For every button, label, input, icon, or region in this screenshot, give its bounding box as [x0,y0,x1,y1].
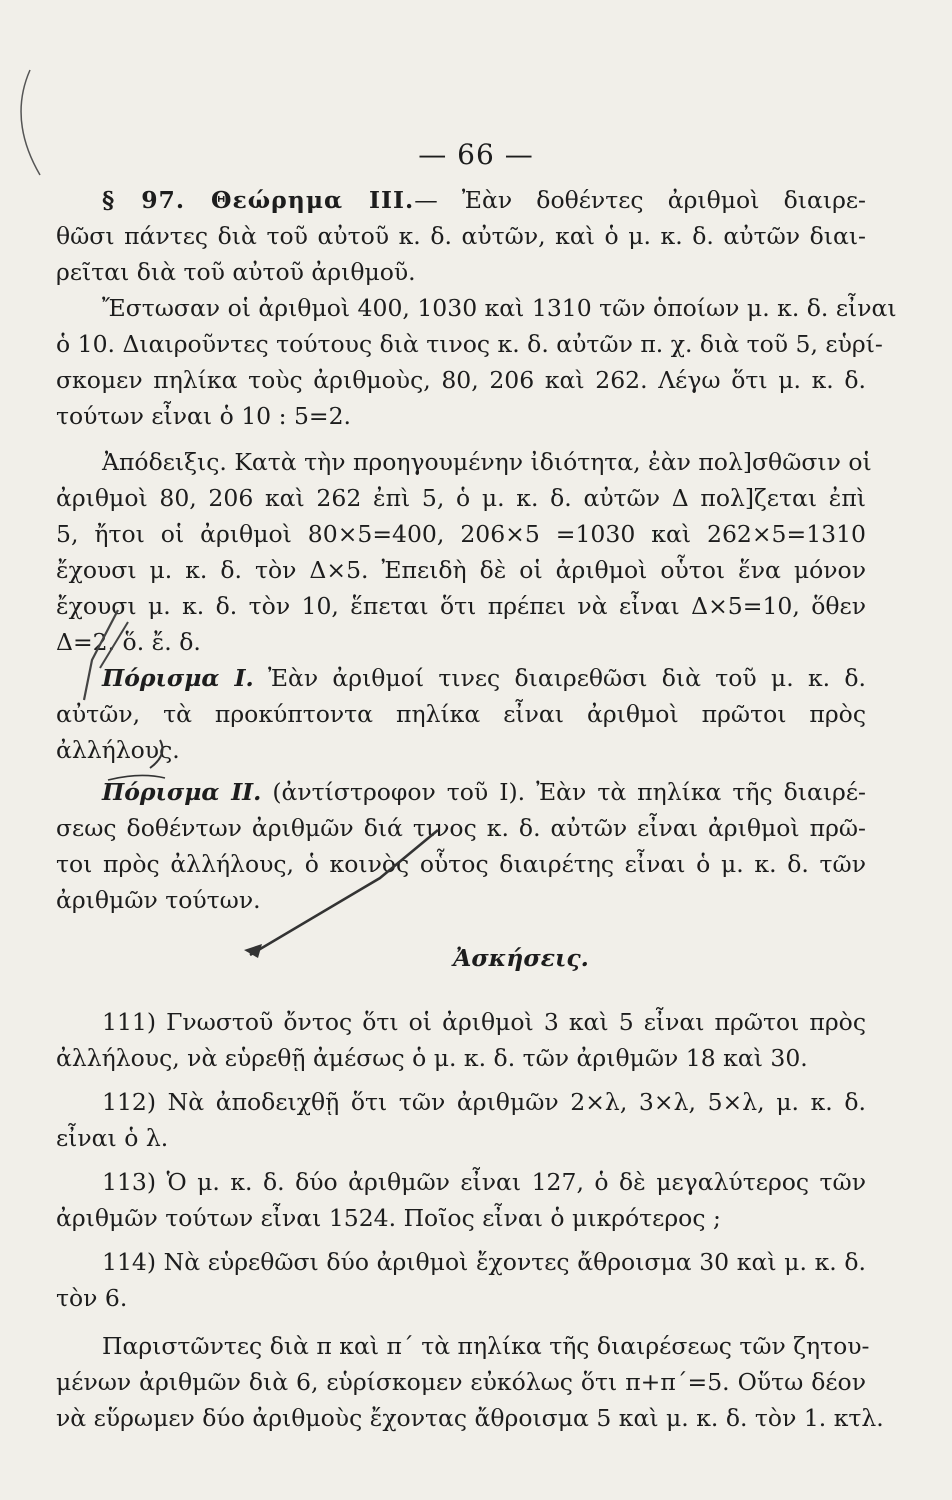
example-line: τούτων εἶναι ὁ 10 : 5=2. [56,402,352,430]
exercise-line: 113) Ὁ μ. κ. δ. δύο ἀριθμῶν εἶναι 127, ὁ δὲ μεγαλύτερος τῶν [102,1168,866,1196]
corollary-2-line: σεως δοθέντων ἀριθμῶν διά τινος κ. δ. αὐτῶν εἶναι ἀριθμοὶ πρῶ- [56,814,866,842]
exercise-line: 112) Νὰ ἀποδειχθῇ ὅτι τῶν ἀριθμῶν 2×λ, 3×λ, 5×λ, μ. κ. δ. [102,1088,866,1116]
corollary-2-line: τοι πρὸς ἀλλήλους, ὁ κοινὸς οὗτος διαιρέτης εἶναι ὁ μ. κ. δ. τῶν [56,850,866,878]
exercise-line: 114) Νὰ εὑρεθῶσι δύο ἀριθμοὶ ἔχοντες ἄθροισμα 30 καὶ μ. κ. δ. [102,1248,866,1276]
corollary-1-first-line [56,660,866,696]
proof-line: ἔχουσι μ. κ. δ. τὸν Δ×5. Ἐπειδὴ δὲ οἱ ἀριθμοὶ οὗτοι ἕνα μόνον [56,556,866,584]
theorem-line: ρεῖται διὰ τοῦ αὐτοῦ ἀριθμοῦ. [56,258,416,286]
corollary-1-line: ἀλλήλους. [56,736,180,764]
theorem-block [56,182,866,290]
closing-paragraph [56,1328,884,1436]
corollary-2-line: ἀριθμῶν τούτων. [56,886,261,914]
closing-line: Παριστῶντες διὰ π καὶ π΄ τὰ πηλίκα τῆς διαιρέσεως τῶν ζητου- [102,1332,870,1360]
closing-line: νὰ εὕρωμεν δύο ἀριθμοὺς ἔχοντας ἄθροισμα 5 καὶ μ. κ. δ. τὸν 1. κτλ. [56,1404,884,1432]
exercise-line: τὸν 6. [56,1284,128,1312]
corollary-1-line: Ἐὰν ἀριθμοί τινες διαιρεθῶσι διὰ τοῦ μ. κ. δ. [267,664,866,692]
proof-block [56,444,872,660]
corollary-2-block [56,774,866,918]
page-content [56,182,897,1436]
corollary-2-line: (ἀντίστροφον τοῦ Ι). Ἐὰν τὰ πηλίκα τῆς διαιρέ- [272,778,866,806]
page-number: — 66 — [418,138,534,171]
exercise-113 [56,1164,866,1236]
example-line: Ἔστωσαν οἱ ἀριθμοὶ 400, 1030 καὶ 1310 τῶν ὁποίων μ. κ. δ. εἶναι [102,294,897,322]
exercises-title: Ἀσκήσεις. [453,944,589,972]
exercise-line: ἀριθμῶν τούτων εἶναι 1524. Ποῖος εἶναι ὁ μικρότερος ; [56,1204,721,1232]
theorem-line: — Ἐὰν δοθέντες ἀριθμοὶ διαιρε- [414,186,866,214]
exercise-111 [56,1004,866,1076]
exercises-title-wrap [56,940,866,976]
example-line: σκομεν πηλίκα τοὺς ἀριθμοὺς, 80, 206 καὶ 262. Λέγω ὅτι μ. κ. δ. [56,366,866,394]
closing-line: μένων ἀριθμῶν διὰ 6, εὑρίσκομεν εὐκόλως ὅτι π+π΄=5. Οὕτω δέον [56,1368,866,1396]
exercise-114 [56,1244,866,1316]
corollary-1-block [56,660,866,768]
corollary-2-label: Πόρισμα ΙΙ. [102,778,262,806]
proof-line: Ἀπόδειξις. Κατὰ τὴν προηγουμένην ἰδιότητα, ἐὰν πολ]σθῶσιν οἱ [102,448,872,476]
theorem-line: θῶσι πάντες διὰ τοῦ αὐτοῦ κ. δ. αὐτῶν, καὶ ὁ μ. κ. δ. αὐτῶν διαι- [56,222,866,250]
exercise-line: 111) Γνωστοῦ ὄντος ὅτι οἱ ἀριθμοὶ 3 καὶ 5 εἶναι πρῶτοι πρὸς [102,1008,866,1036]
exercise-line: εἶναι ὁ λ. [56,1124,169,1152]
corollary-2-first-line [56,774,866,810]
example-line: ὁ 10. Διαιροῦντες τούτους διὰ τινος κ. δ. αὐτῶν π. χ. διὰ τοῦ 5, εὑρί- [56,330,883,358]
proof-line: 5, ἤτοι οἱ ἀριθμοὶ 80×5=400, 206×5 =1030 καὶ 262×5=1310 [56,520,866,548]
example-block [56,290,897,434]
theorem-heading: § 97. Θεώρημα III. [102,186,415,214]
proof-line: Δ=2. ὅ. ἔ. δ. [56,628,201,656]
exercise-line: ἀλλήλους, νὰ εὑρεθῇ ἀμέσως ὁ μ. κ. δ. τῶν ἀριθμῶν 18 καὶ 30. [56,1044,808,1072]
corollary-1-label: Πόρισμα Ι. [102,664,254,692]
theorem-first-line [56,182,866,218]
corollary-1-line: αὐτῶν, τὰ προκύπτοντα πηλίκα εἶναι ἀριθμοὶ πρῶτοι πρὸς [56,700,866,728]
proof-line: ἔχουσι μ. κ. δ. τὸν 10, ἕπεται ὅτι πρέπει νὰ εἶναι Δ×5=10, ὅθεν [56,592,866,620]
exercise-112 [56,1084,866,1156]
proof-line: ἀριθμοὶ 80, 206 καὶ 262 ἐπὶ 5, ὁ μ. κ. δ. αὐτῶν Δ πολ]ζεται ἐπὶ [56,484,866,512]
